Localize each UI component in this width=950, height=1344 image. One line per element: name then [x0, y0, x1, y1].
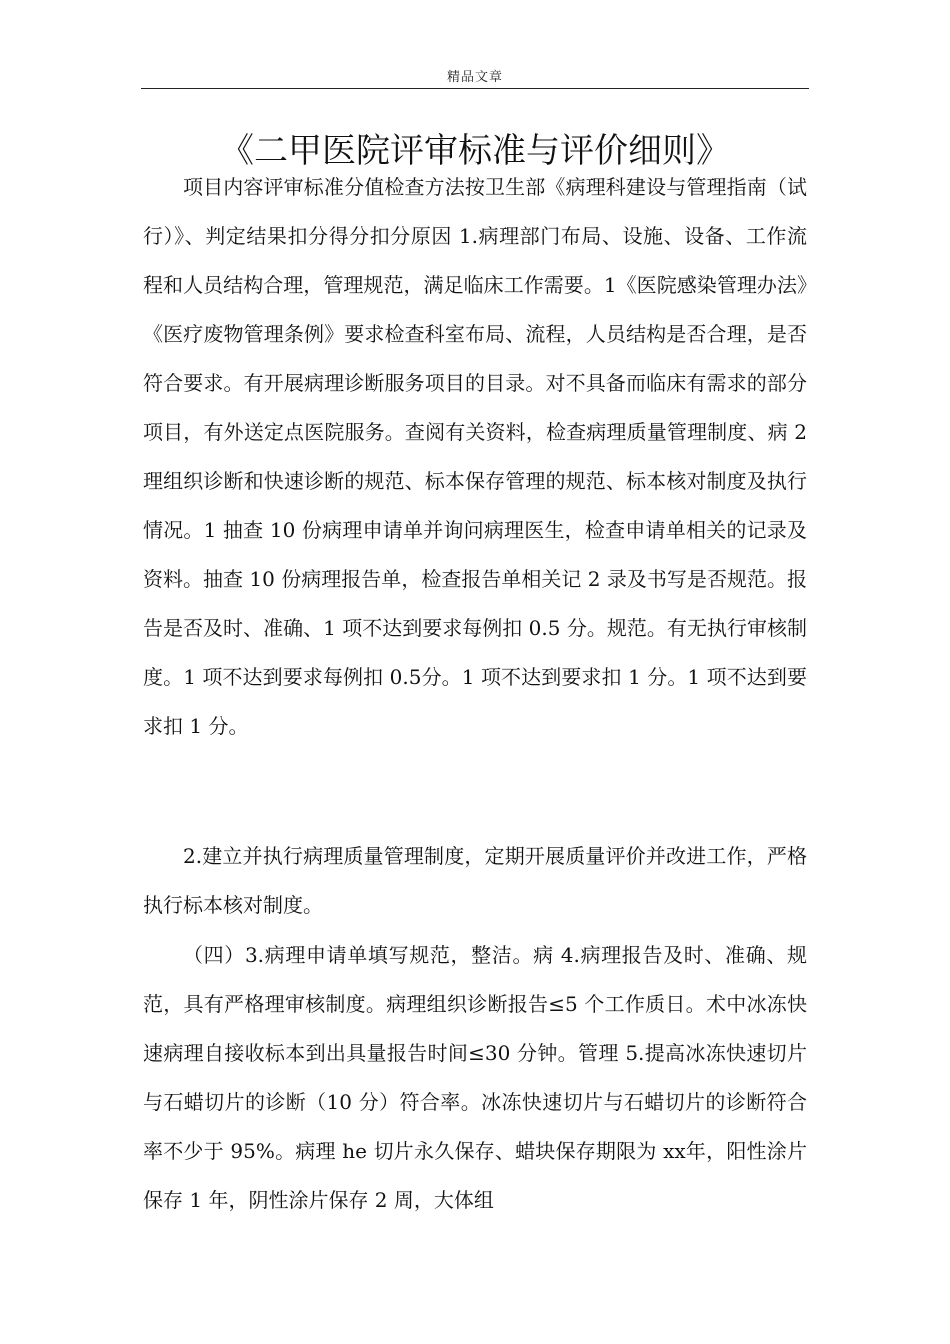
paragraph-text: 项目内容评审标准分值检查方法按卫生部《病理科建设与管理指南（试行）》、判定结果扣分得分扣分原因 1.病理部门布局、设施、设备、工作流程和人员结构合理，管理规范，满足临床工作需要。1《医院感染管理办法》《医疗废物管理条例》要求检查科室布局、流程，人员结构是否合理，是否符合要求。有开展病理诊断服务项目的目录。对不具备而临床有需求的部分项目，有外送定点医院服务。查阅有关资料，检查病理质量管理制度、病 2 理组织诊断和快速诊断的规范、标本保存管理的规范、标本核对制度及执行情况。1 抽查 10 份病理申请单并询问病理医生，检查申请单相关的记录及资料。抽查 10 份病理报告单，检查报告单相关记 2 录及书写是否规范。报告是否及时、准确、1 项不达到要求每例扣 0.5 分。规范。有无执行审核制度。1 项不达到要求每例扣 0.5分。1 项不达到要求扣 1 分。1 项不达到要求扣 1 分。: [143, 175, 807, 738]
paragraph-text: 2.建立并执行病理质量管理制度，定期开展质量评价并改进工作，严格执行标本核对制度。: [143, 844, 807, 917]
header-divider: [141, 88, 809, 89]
body-paragraph-1: [143, 163, 807, 751]
document-title: 《二甲医院评审标准与评价细则》: [220, 130, 730, 171]
body-paragraph-2: [143, 832, 807, 930]
paragraph-text: （四）3.病理申请单填写规范，整洁。病 4.病理报告及时、准确、规范，具有严格理审核制度。病理组织诊断报告≤5 个工作质日。术中冰冻快速病理自接收标本到出具量报告时间≤30 分钟。管理 5.提高冰冻快速切片与石蜡切片的诊断（10 分）符合率。冰冻快速切片与石蜡切片的诊断符合率不少于 95%。病理 he 切片永久保存、蜡块保存期限为 xx年，阳性涂片保存 1 年，阴性涂片保存 2 周，大体组: [143, 943, 807, 1212]
page-header-label: 精品文章: [446, 70, 503, 85]
body-paragraph-3: [143, 931, 807, 1225]
